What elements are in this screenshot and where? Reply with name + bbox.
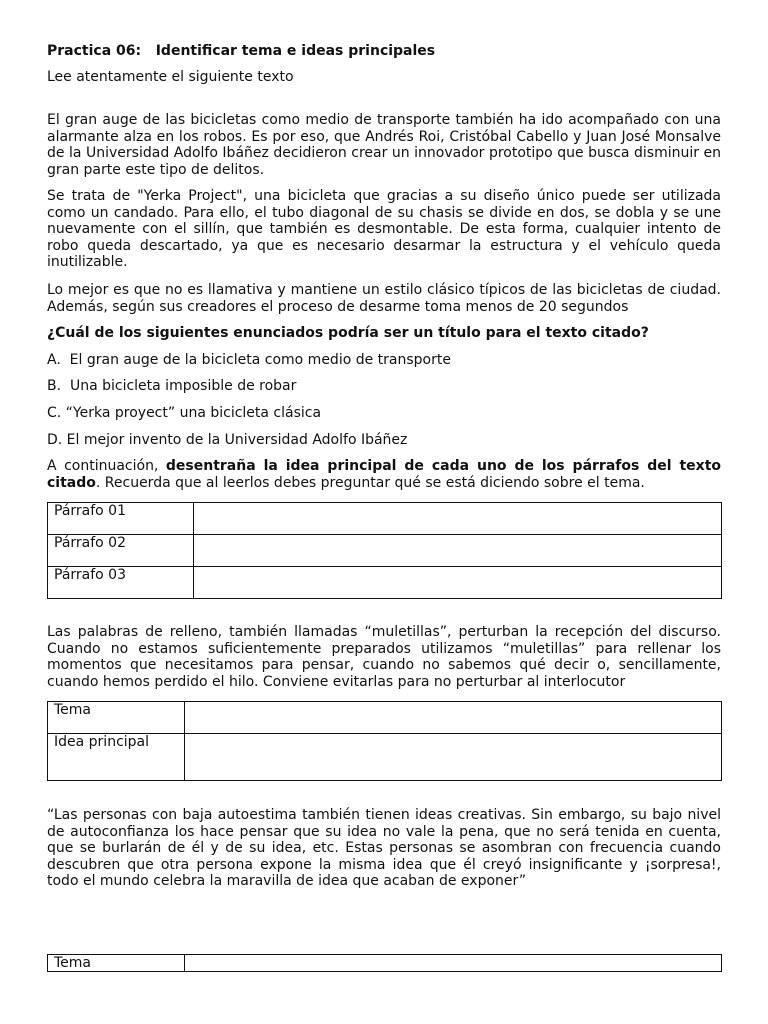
paragraph-4: Las palabras de relleno, también llamadas “muletillas”, perturban la recepción del discurso. Cuando no estamos suficientemente preparados utilizamos “muletillas” para rellenar los momentos que necesitamos para pensar, cuando no sabemos qué decir o, sencillamente, cuando hemos perdido el hilo. Conviene evitarlas para no perturbar al interlocutor (47, 624, 721, 690)
paragraph-ideas-table (47, 502, 722, 599)
instruction-before: A continuación, (47, 458, 166, 474)
answer-cell[interactable] (185, 955, 722, 972)
row-label: Tema (48, 955, 185, 972)
row-label: Párrafo 01 (48, 503, 194, 535)
table-row (48, 503, 722, 535)
theme-table-2 (47, 954, 722, 972)
table-row (48, 734, 722, 781)
row-label: Tema (48, 702, 185, 734)
answer-cell[interactable] (185, 702, 722, 734)
table-row (48, 535, 722, 567)
instruction-bold: desentraña la idea principal de cada uno de los párrafos del texto citado (47, 458, 722, 491)
paragraph-3: Lo mejor es que no es llamativa y mantiene un estilo clásico típicos de las bicicletas de ciudad. Además, según sus creadores el proceso de desarme toma menos de 20 segundos (47, 282, 721, 315)
intro-text: Lee atentamente el siguiente texto (47, 69, 294, 85)
instruction-after: . Recuerda que al leerlos debes preguntar qué se está diciendo sobre el tema. (95, 474, 645, 491)
option-d: D. El mejor invento de la Universidad Adolfo Ibáñez (47, 432, 408, 448)
option-c: C. “Yerka proyect” una bicicleta clásica (47, 405, 322, 421)
row-label: Párrafo 03 (48, 567, 194, 599)
table-row (48, 567, 722, 599)
table-row (48, 955, 722, 972)
paragraph-2: Se trata de "Yerka Project", una bicicleta que gracias a su diseño único puede ser utilizada como un candado. Para ello, el tubo diagonal de su chasis se divide en dos, se dobla y se une nuevamente con el sillín, que también es desmontable. De esta forma, cualquier intento de robo queda descartado, ya que es necesario desarmar la estructura y el vehículo queda inutilizable. (47, 188, 721, 270)
answer-cell[interactable] (185, 734, 722, 781)
option-a: A. El gran auge de la bicicleta como medio de transporte (47, 352, 451, 368)
answer-cell[interactable] (194, 567, 722, 599)
question-text: ¿Cuál de los siguientes enunciados podría ser un título para el texto citado? (47, 325, 649, 341)
paragraph-1: El gran auge de las bicicletas como medio de transporte también ha ido acompañado con una alarmante alza en los robos. Es por eso, que Andrés Roi, Cristóbal Cabello y Juan José Monsalve de la Universidad Adolfo Ibáñez decidieron crear un innovador prototipo que busca disminuir en gran parte este tipo de delitos. (47, 112, 721, 178)
answer-cell[interactable] (194, 503, 722, 535)
table-row (48, 702, 722, 734)
instruction-text (47, 458, 721, 491)
quote-paragraph: “Las personas con baja autoestima también tienen ideas creativas. Sin embargo, su bajo nivel de autoconfianza los hace pensar que su idea no vale la pena, que no será tenida en cuenta, que se burlarán de él y de su idea, etc. Estas personas se asombran con frecuencia cuando descubren que otra persona expone la misma idea que él creyó insignificante y ¡sorpresa!, todo el mundo celebra la maravilla de idea que acaban de exponer” (47, 807, 721, 889)
option-b: B. Una bicicleta imposible de robar (47, 378, 297, 394)
row-label: Idea principal (48, 734, 185, 781)
page-title: Practica 06: Identificar tema e ideas principales (47, 43, 436, 59)
theme-idea-table (47, 701, 722, 781)
row-label: Párrafo 02 (48, 535, 194, 567)
answer-cell[interactable] (194, 535, 722, 567)
